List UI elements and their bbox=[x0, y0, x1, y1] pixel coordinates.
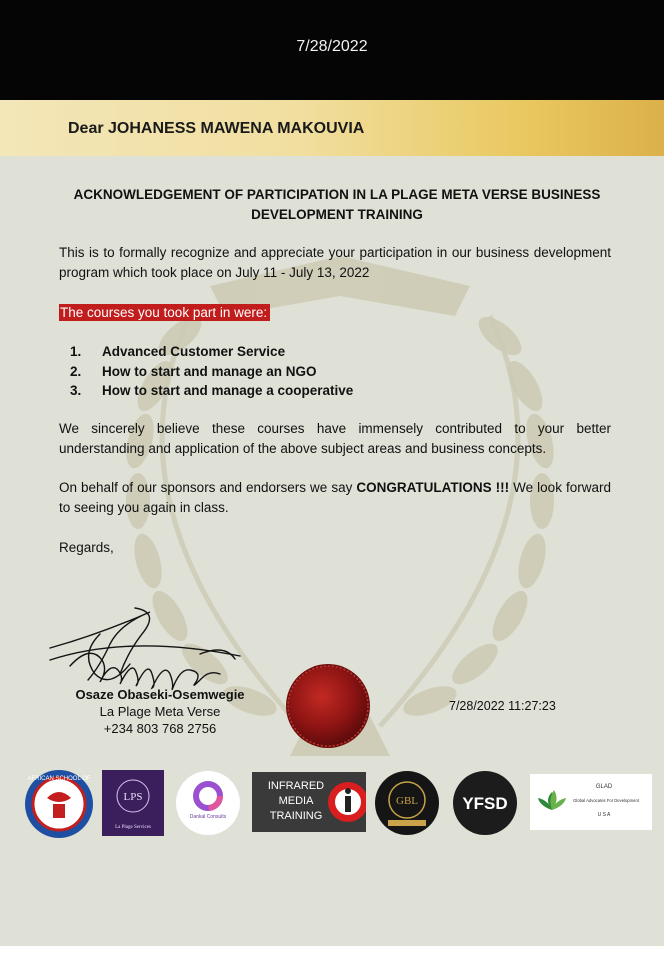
glad-subtitle: Global Advocates For Development bbox=[573, 798, 639, 803]
greeting-band bbox=[0, 100, 664, 156]
regards: Regards, bbox=[59, 540, 114, 555]
courses-heading: The courses you took part in were: bbox=[59, 304, 270, 321]
belief-paragraph: We sincerely believe these courses have immensely contributed to your better understanding and application of the above subject areas and business concepts. bbox=[59, 421, 611, 456]
la-plage-monogram: LPS bbox=[123, 791, 143, 803]
la-plage-services-logo bbox=[102, 770, 164, 836]
signed-timestamp: 7/28/2022 11:27:23 bbox=[449, 699, 556, 713]
infrared-media-training-logo bbox=[252, 772, 366, 832]
gbl-text: GBL bbox=[396, 795, 418, 807]
media-line: MEDIA bbox=[278, 795, 314, 807]
course-number: 2. bbox=[70, 363, 82, 379]
glad-title: GLAD bbox=[595, 784, 613, 790]
african-school-logo-text: AFRICAN SCHOOL OF bbox=[27, 776, 91, 782]
congrats-text-before: On behalf of our sponsors and endorsers we say bbox=[59, 480, 357, 495]
dankal-consults-text: Dankal Consults bbox=[189, 814, 227, 820]
sponsor-logos bbox=[20, 768, 660, 838]
congrats-text-after: We look forward to seeing you again in class. bbox=[59, 480, 611, 515]
signer-phone: +234 803 768 2756 bbox=[103, 721, 217, 736]
yfsd-text: YFSD bbox=[462, 794, 508, 813]
letter-title: ACKNOWLEDGEMENT OF PARTICIPATION IN LA PLAGE META VERSE BUSINESS DEVELOPMENT TRAINING bbox=[73, 187, 601, 222]
glad-logo bbox=[530, 774, 652, 830]
header-date: 7/28/2022 bbox=[296, 38, 368, 55]
handwritten-signature bbox=[40, 604, 250, 694]
list-item bbox=[70, 381, 353, 401]
dankal-consults-logo bbox=[175, 770, 241, 836]
congrats-bold: CONGRATULATIONS !!! bbox=[356, 480, 510, 495]
signer-organization: La Plage Meta Verse bbox=[99, 704, 221, 719]
greeting: Dear JOHANESS MAWENA MAKOUVIA bbox=[68, 120, 365, 137]
african-school-logo bbox=[23, 768, 95, 840]
list-item bbox=[70, 342, 353, 362]
signer-name: Osaze Obaseki-Osemwegie bbox=[75, 687, 245, 702]
course-name: How to start and manage a cooperative bbox=[102, 383, 354, 398]
wax-seal bbox=[284, 662, 372, 750]
gbl-logo bbox=[374, 770, 440, 836]
letter-body bbox=[0, 156, 664, 946]
header-bar bbox=[0, 0, 664, 100]
course-number: 3. bbox=[70, 383, 82, 398]
training-line: TRAINING bbox=[269, 810, 323, 822]
yfsd-logo bbox=[452, 770, 518, 836]
course-list bbox=[70, 342, 353, 401]
congrats-paragraph bbox=[59, 478, 611, 518]
course-name: How to start and manage an NGO bbox=[102, 363, 317, 379]
signer-block bbox=[60, 686, 260, 737]
course-number: 1. bbox=[70, 344, 82, 359]
infrared-line: INFRARED bbox=[267, 780, 325, 792]
list-item bbox=[70, 362, 353, 382]
course-name: Advanced Customer Service bbox=[102, 344, 286, 359]
glad-country: U S A bbox=[597, 812, 611, 818]
la-plage-services-text: La Plage Services bbox=[115, 825, 151, 830]
intro-paragraph: This is to formally recognize and appreciate your participation in our business development program which took place on July 11 - July 13, 2022 bbox=[59, 245, 611, 280]
